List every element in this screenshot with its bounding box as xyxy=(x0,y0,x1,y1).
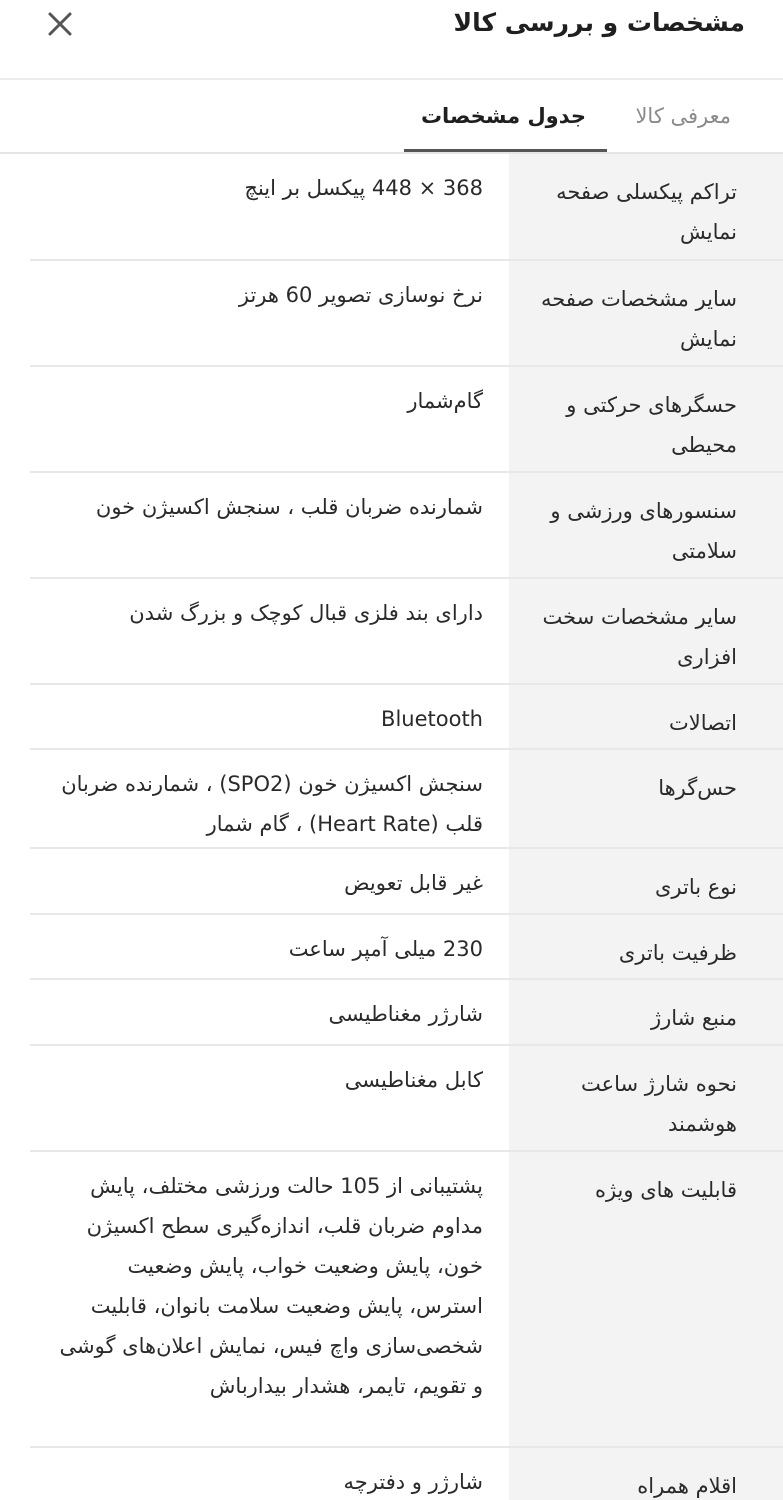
spec-value: شمارنده ضربان قلب ، سنجش اکسیژن خون xyxy=(95,495,483,519)
close-icon[interactable] xyxy=(38,2,82,46)
spec-key: اقلام همراه xyxy=(509,1448,783,1500)
spec-value: شارژر مغناطیسی xyxy=(328,1002,483,1026)
spec-key: سایر مشخصات سخت افزاری xyxy=(509,579,783,683)
tab-product-intro[interactable]: معرفی کالا xyxy=(635,104,731,128)
spec-key: حس‌گرها xyxy=(509,750,783,847)
spec-value: 230 میلی آمپر ساعت xyxy=(288,937,483,961)
spec-key: تراکم پیکسلی صفحه نمایش xyxy=(509,154,783,259)
spec-key: ظرفیت باتری xyxy=(509,915,783,978)
spec-row xyxy=(30,685,783,750)
spec-row xyxy=(30,915,783,980)
spec-row xyxy=(30,473,783,579)
spec-key: منبع شارژ xyxy=(509,980,783,1044)
spec-key: اتصالات xyxy=(509,685,783,748)
spec-value: نرخ نوسازی تصویر 60 هرتز xyxy=(238,283,483,307)
spec-key: نحوه شارژ ساعت هوشمند xyxy=(509,1046,783,1150)
spec-value: شارژر و دفترچه xyxy=(343,1470,483,1494)
spec-row xyxy=(30,1152,783,1448)
spec-row xyxy=(30,849,783,915)
spec-row xyxy=(30,154,783,261)
spec-value: گام‌شمار xyxy=(407,389,483,413)
dialog-header xyxy=(0,0,783,80)
spec-row xyxy=(30,1046,783,1152)
spec-key: حسگرهای حرکتی و محیطی xyxy=(509,367,783,471)
spec-value: Bluetooth xyxy=(381,707,483,731)
spec-key: سایر مشخصات صفحه نمایش xyxy=(509,261,783,365)
spec-row xyxy=(30,579,783,685)
tab-bar xyxy=(0,80,783,154)
spec-table xyxy=(30,154,783,1500)
spec-key: نوع باتری xyxy=(509,849,783,913)
dialog-title: مشخصات و بررسی کالا xyxy=(453,8,745,37)
spec-key: قابلیت های ویژه xyxy=(509,1152,783,1446)
spec-row xyxy=(30,750,783,849)
spec-value: سنجش اکسیژن خون (SPO2) ، شمارنده ضربان قلب (Heart Rate) ، گام شمار xyxy=(61,772,483,836)
spec-row xyxy=(30,261,783,367)
spec-key: سنسورهای ورزشی و سلامتی xyxy=(509,473,783,577)
spec-value: پشتیبانی از 105 حالت ورزشی مختلف، پایش مداوم ضربان قلب، اندازه‌گیری سطح اکسیژن خون، پایش وضعیت خواب، پایش وضعیت استرس، پایش وضعیت سلامت بانوان، قابلیت شخصی‌سازی واچ فیس، نمایش اعلان‌های گوشی و تقویم، تایمر، هشدار بیدارباش xyxy=(59,1174,483,1398)
spec-value: دارای بند فلزی قبال کوچک و بزرگ شدن xyxy=(129,601,483,625)
spec-value: غیر قابل تعویض xyxy=(344,871,483,895)
spec-row xyxy=(30,980,783,1046)
spec-row xyxy=(30,367,783,473)
tab-spec-table[interactable]: جدول مشخصات xyxy=(420,104,586,128)
spec-value: 368 × 448 پیکسل بر اینچ xyxy=(244,176,483,200)
active-tab-indicator xyxy=(404,149,607,152)
spec-value: کابل مغناطیسی xyxy=(344,1068,483,1092)
spec-row xyxy=(30,1448,783,1500)
